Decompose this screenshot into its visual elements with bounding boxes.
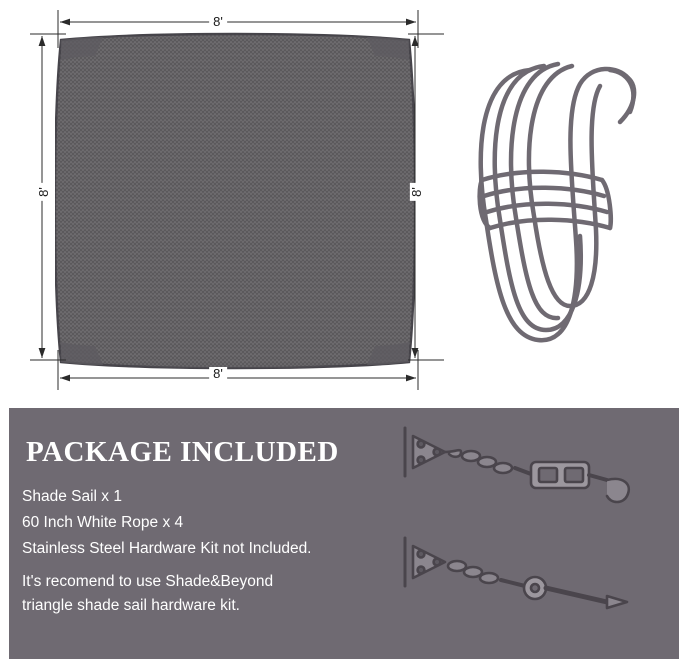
- dimension-label-top: 8': [209, 15, 227, 29]
- package-items-list: [22, 484, 382, 618]
- rope-drawing: [460, 30, 660, 360]
- dimension-label-bottom: 8': [209, 367, 227, 381]
- spacer: [22, 562, 382, 570]
- package-included-panel: [0, 408, 679, 659]
- hardware-kit-icon: [375, 418, 675, 648]
- list-item: Stainless Steel Hardware Kit not Included.: [22, 540, 312, 557]
- dimension-label-right: 8': [410, 183, 424, 201]
- note-line-2: triangle shade sail hardware kit.: [22, 597, 240, 614]
- note-line-1: It's recomend to use Shade&Beyond: [22, 573, 274, 590]
- turnbuckle-drawing: [375, 418, 675, 648]
- panel-title: PACKAGE INCLUDED: [26, 436, 339, 468]
- dimension-label-left: 8': [37, 183, 51, 201]
- panel-left-accent-bar: [0, 408, 9, 659]
- coiled-rope-icon: [460, 30, 660, 360]
- list-item: Shade Sail x 1: [22, 488, 122, 505]
- list-item: 60 Inch White Rope x 4: [22, 514, 184, 531]
